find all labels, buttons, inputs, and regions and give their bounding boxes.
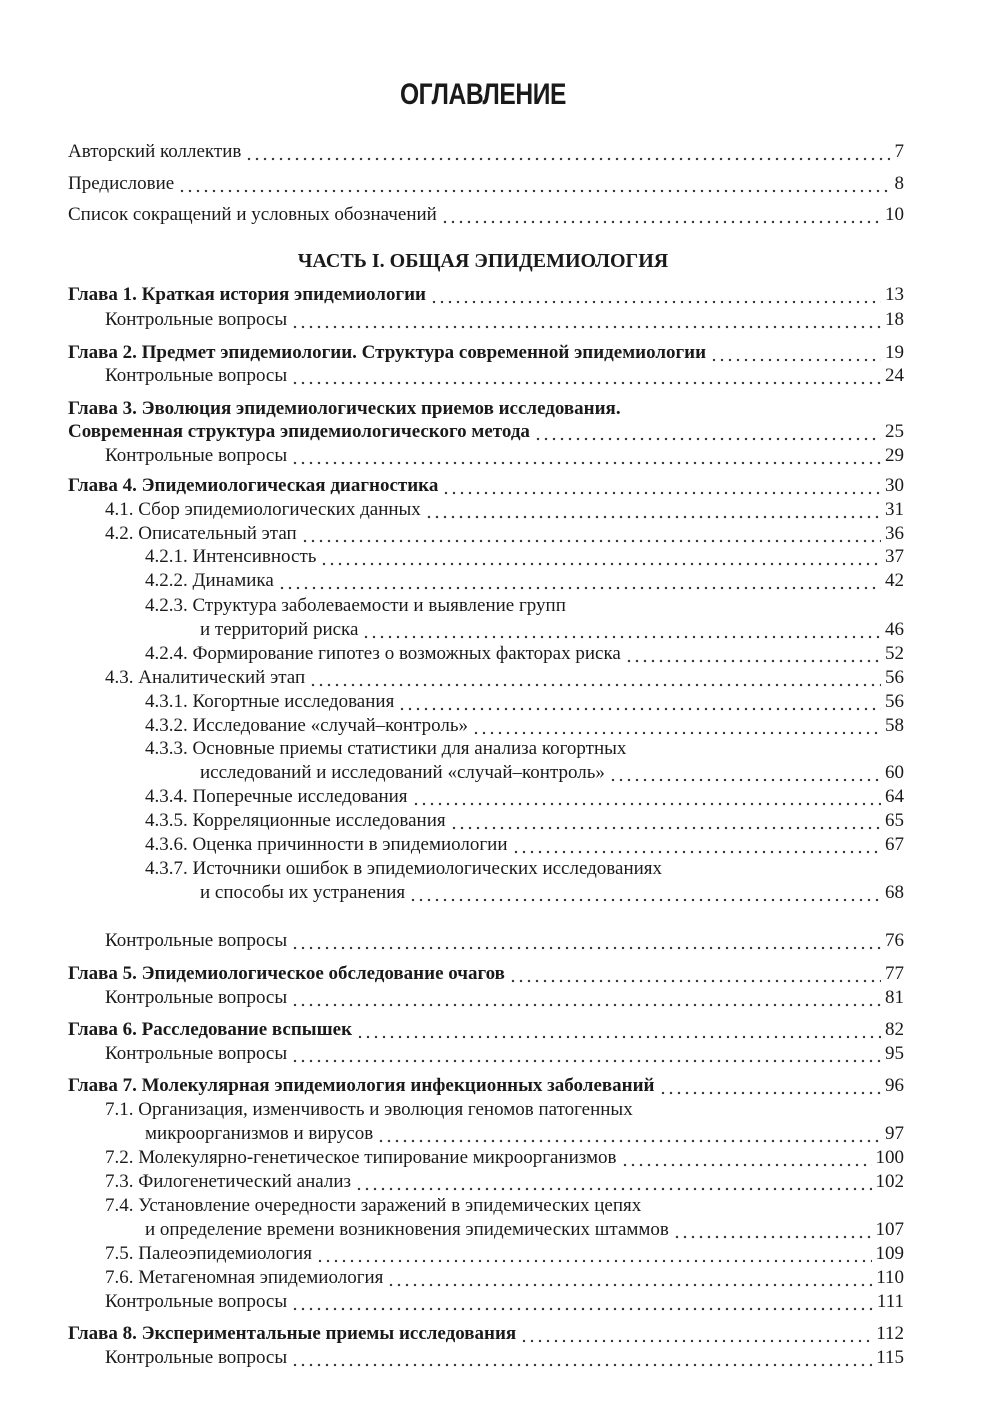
toc-entry-title: и территорий риска bbox=[200, 619, 359, 640]
toc-entry[interactable] bbox=[145, 785, 904, 809]
dot-leader bbox=[710, 341, 881, 365]
dot-leader bbox=[356, 1018, 881, 1042]
toc-page-number: 46 bbox=[885, 619, 904, 640]
toc-entry-title: 7.6. Метагеномная эпидемиология bbox=[105, 1267, 384, 1288]
toc-page-number: 112 bbox=[876, 1323, 904, 1344]
toc-page-number: 97 bbox=[885, 1123, 904, 1144]
toc-page-number: 96 bbox=[885, 1075, 904, 1096]
toc-page-number: 95 bbox=[885, 1043, 904, 1064]
toc-entry-title: 7.4. Установление очередности заражений в эпидемических цепях bbox=[105, 1195, 642, 1216]
toc-page-number: 36 bbox=[885, 523, 904, 544]
dot-leader bbox=[512, 833, 881, 857]
toc-page-number: 81 bbox=[885, 987, 904, 1008]
toc-entry[interactable] bbox=[68, 962, 904, 986]
toc-page-number: 18 bbox=[885, 309, 904, 330]
toc-entry-title: Контрольные вопросы bbox=[105, 1291, 288, 1312]
toc-entry[interactable] bbox=[105, 308, 904, 332]
toc-entry-title: Контрольные вопросы bbox=[105, 365, 288, 386]
toc-page-number: 68 bbox=[885, 882, 904, 903]
part-heading: ЧАСТЬ I. ОБЩАЯ ЭПИДЕМИОЛОГИЯ bbox=[297, 250, 669, 272]
toc-entry[interactable] bbox=[105, 1346, 904, 1370]
dot-leader bbox=[301, 522, 881, 546]
toc-entry-title: 7.2. Молекулярно-генетическое типирование микроорганизмов bbox=[105, 1147, 617, 1168]
toc-entry[interactable] bbox=[145, 594, 566, 618]
toc-entry[interactable] bbox=[145, 545, 904, 569]
toc-entry[interactable] bbox=[105, 1290, 904, 1314]
toc-entry[interactable] bbox=[145, 857, 662, 881]
toc-entry[interactable] bbox=[105, 1098, 633, 1122]
toc-entry[interactable] bbox=[68, 283, 904, 307]
toc-entry-title: Глава 8. Экспериментальные приемы исследования bbox=[68, 1323, 517, 1344]
toc-page-number: 102 bbox=[875, 1171, 904, 1192]
toc-entry-title: Контрольные вопросы bbox=[105, 987, 288, 1008]
toc-entry[interactable] bbox=[105, 929, 904, 953]
dot-leader bbox=[520, 1322, 872, 1346]
dot-leader bbox=[430, 283, 881, 307]
toc-page-number: 76 bbox=[885, 930, 904, 951]
toc-page-number: 58 bbox=[885, 715, 904, 736]
toc-entry-title: Контрольные вопросы bbox=[105, 445, 288, 466]
dot-leader bbox=[659, 1074, 881, 1098]
toc-page-number: 100 bbox=[875, 1147, 904, 1168]
dot-leader bbox=[291, 364, 881, 388]
toc-page-number: 31 bbox=[885, 499, 904, 520]
dot-leader bbox=[291, 1346, 872, 1370]
dot-leader bbox=[291, 444, 881, 468]
toc-entry-title: 7.1. Организация, изменчивость и эволюция геномов патогенных bbox=[105, 1099, 633, 1120]
toc-page-number: 82 bbox=[885, 1019, 904, 1040]
toc-entry-title: 4.3.2. Исследование «случай–контроль» bbox=[145, 715, 469, 736]
toc-entry-title: Глава 2. Предмет эпидемиологии. Структура современной эпидемиологии bbox=[68, 342, 707, 363]
toc-page-number: 52 bbox=[885, 643, 904, 664]
dot-leader bbox=[412, 785, 881, 809]
toc-entry[interactable] bbox=[145, 1218, 904, 1242]
dot-leader bbox=[625, 642, 881, 666]
toc-page-number: 107 bbox=[875, 1219, 904, 1240]
toc-page-number: 13 bbox=[885, 284, 904, 305]
toc-entry-title: и определение времени возникновения эпидемических штаммов bbox=[145, 1219, 669, 1240]
toc-entry-title: Контрольные вопросы bbox=[105, 1347, 288, 1368]
toc-entry-title: Контрольные вопросы bbox=[105, 309, 288, 330]
toc-page-number: 42 bbox=[885, 570, 904, 591]
dot-leader bbox=[291, 986, 881, 1010]
toc-entry[interactable] bbox=[105, 666, 904, 690]
toc-entry-title: 7.5. Палеоэпидемиология bbox=[105, 1243, 312, 1264]
toc-entry-title: Глава 4. Эпидемиологическая диагностика bbox=[68, 475, 439, 496]
toc-entry[interactable] bbox=[105, 444, 904, 468]
dot-leader bbox=[609, 761, 881, 785]
toc-entry-title: 4.3.7. Источники ошибок в эпидемиологических исследованиях bbox=[145, 858, 663, 879]
dot-leader bbox=[409, 881, 881, 905]
toc-entry[interactable] bbox=[105, 498, 904, 522]
toc-page-number: 25 bbox=[885, 421, 904, 442]
toc-page-number: 7 bbox=[894, 141, 904, 162]
toc-entry-title: 4.3.5. Корреляционные исследования bbox=[145, 810, 446, 831]
dot-leader bbox=[316, 1242, 872, 1266]
toc-entry-title: исследований и исследований «случай–контроль» bbox=[200, 762, 605, 783]
toc-entry[interactable] bbox=[145, 809, 904, 833]
toc-page-number: 24 bbox=[885, 365, 904, 386]
toc-entry-title: Контрольные вопросы bbox=[105, 930, 288, 951]
toc-entry-title: микроорганизмов и вирусов bbox=[145, 1123, 374, 1144]
toc-entry[interactable] bbox=[145, 569, 904, 593]
toc-page-number: 56 bbox=[885, 667, 904, 688]
toc-entry-title: Контрольные вопросы bbox=[105, 1043, 288, 1064]
dot-leader bbox=[278, 569, 881, 593]
toc-page-number: 60 bbox=[885, 762, 904, 783]
dot-leader bbox=[355, 1170, 871, 1194]
toc-entry[interactable] bbox=[68, 420, 904, 444]
toc-entry-title: Авторский коллектив bbox=[68, 141, 242, 162]
toc-page-number: 64 bbox=[885, 786, 904, 807]
dot-leader bbox=[621, 1146, 872, 1170]
dot-leader bbox=[442, 474, 881, 498]
toc-entry[interactable] bbox=[105, 1266, 904, 1290]
toc-entry-title: 4.2.3. Структура заболеваемости и выявление групп bbox=[145, 595, 566, 616]
toc-entry-title: Список сокращений и условных обозначений bbox=[68, 204, 437, 225]
toc-page-number: 77 bbox=[885, 963, 904, 984]
toc-page-number: 8 bbox=[894, 173, 904, 194]
dot-leader bbox=[291, 308, 881, 332]
toc-entry-title: Предисловие bbox=[68, 173, 175, 194]
toc-page-number: 29 bbox=[885, 445, 904, 466]
toc-entry[interactable] bbox=[105, 1042, 904, 1066]
toc-entry[interactable] bbox=[68, 474, 904, 498]
dot-leader bbox=[291, 1290, 873, 1314]
toc-entry[interactable] bbox=[105, 1146, 904, 1170]
dot-leader bbox=[362, 618, 881, 642]
toc-entry[interactable] bbox=[105, 1194, 641, 1218]
toc-page-number: 30 bbox=[885, 475, 904, 496]
toc-entry-title: 4.3.4. Поперечные исследования bbox=[145, 786, 408, 807]
toc-entry-title: 4.2. Описательный этап bbox=[105, 523, 297, 544]
toc-entry-title: Глава 7. Молекулярная эпидемиология инфекционных заболеваний bbox=[68, 1075, 655, 1096]
dot-leader bbox=[245, 140, 890, 164]
toc-entry[interactable] bbox=[145, 1122, 904, 1146]
toc-page-number: 65 bbox=[885, 810, 904, 831]
toc-entry[interactable] bbox=[145, 642, 904, 666]
toc-page-number: 19 bbox=[885, 342, 904, 363]
toc-entry[interactable] bbox=[200, 881, 904, 905]
toc-entry[interactable] bbox=[68, 1018, 904, 1042]
toc-page-number: 37 bbox=[885, 546, 904, 567]
toc-entry[interactable] bbox=[105, 1242, 904, 1266]
dot-leader bbox=[673, 1218, 872, 1242]
toc-entry[interactable] bbox=[200, 761, 904, 785]
toc-entry-title: 4.3.1. Когортные исследования bbox=[145, 691, 395, 712]
toc-entry-title: 4.3.6. Оценка причинности в эпидемиологии bbox=[145, 834, 508, 855]
toc-entry[interactable] bbox=[105, 522, 904, 546]
dot-leader bbox=[509, 962, 881, 986]
toc-entry[interactable] bbox=[68, 172, 904, 196]
dot-leader bbox=[441, 203, 881, 227]
toc-entry-title: 7.3. Филогенетический анализ bbox=[105, 1171, 352, 1192]
toc-entry-title: и способы их устранения bbox=[200, 882, 406, 903]
toc-entry-title: 4.2.4. Формирование гипотез о возможных факторах риска bbox=[145, 643, 621, 664]
dot-leader bbox=[320, 545, 881, 569]
toc-entry[interactable] bbox=[68, 140, 904, 164]
toc-entry-title: Глава 3. Эволюция эпидемиологических приемов исследования. bbox=[68, 398, 621, 419]
toc-entry[interactable] bbox=[68, 1074, 904, 1098]
toc-entry-title: 4.2.1. Интенсивность bbox=[145, 546, 317, 567]
toc-entry[interactable] bbox=[105, 364, 904, 388]
page-title: ОГЛАВЛЕНИЕ bbox=[399, 78, 567, 111]
toc-entry[interactable] bbox=[145, 714, 904, 738]
dot-leader bbox=[291, 1042, 881, 1066]
toc-page-number: 109 bbox=[875, 1243, 904, 1264]
toc-entry[interactable] bbox=[68, 1322, 904, 1346]
toc-entry-title: Глава 6. Расследование вспышек bbox=[68, 1019, 353, 1040]
dot-leader bbox=[178, 172, 890, 196]
toc-entry[interactable] bbox=[145, 737, 626, 761]
toc-page-number: 115 bbox=[876, 1347, 904, 1368]
dot-leader bbox=[472, 714, 881, 738]
toc-page-number: 111 bbox=[876, 1291, 904, 1312]
toc-entry[interactable] bbox=[105, 986, 904, 1010]
toc-entry-title: 4.2.2. Динамика bbox=[145, 570, 274, 591]
toc-entry[interactable] bbox=[68, 341, 904, 365]
toc-page-number: 56 bbox=[885, 691, 904, 712]
toc-entry[interactable] bbox=[200, 618, 904, 642]
toc-entry[interactable] bbox=[145, 833, 904, 857]
toc-entry[interactable] bbox=[68, 203, 904, 227]
dot-leader bbox=[425, 498, 881, 522]
dot-leader bbox=[291, 929, 881, 953]
toc-entry[interactable] bbox=[68, 397, 621, 421]
toc-entry-title: Современная структура эпидемиологического метода bbox=[68, 421, 530, 442]
toc-page-number: 67 bbox=[885, 834, 904, 855]
toc-entry-title: Глава 5. Эпидемиологическое обследование очагов bbox=[68, 963, 505, 984]
dot-leader bbox=[398, 690, 881, 714]
dot-leader bbox=[387, 1266, 872, 1290]
toc-entry-title: 4.1. Сбор эпидемиологических данных bbox=[105, 499, 421, 520]
toc-page-number: 110 bbox=[876, 1267, 904, 1288]
toc-entry-title: Глава 1. Краткая история эпидемиологии bbox=[68, 284, 426, 305]
dot-leader bbox=[450, 809, 881, 833]
dot-leader bbox=[377, 1122, 881, 1146]
dot-leader bbox=[309, 666, 881, 690]
dot-leader bbox=[534, 420, 881, 444]
toc-entry[interactable] bbox=[145, 690, 904, 714]
toc-entry[interactable] bbox=[105, 1170, 904, 1194]
toc-entry-title: 4.3.3. Основные приемы статистики для анализа когортных bbox=[145, 738, 627, 759]
toc-entry-title: 4.3. Аналитический этап bbox=[105, 667, 306, 688]
toc-page-number: 10 bbox=[885, 204, 904, 225]
